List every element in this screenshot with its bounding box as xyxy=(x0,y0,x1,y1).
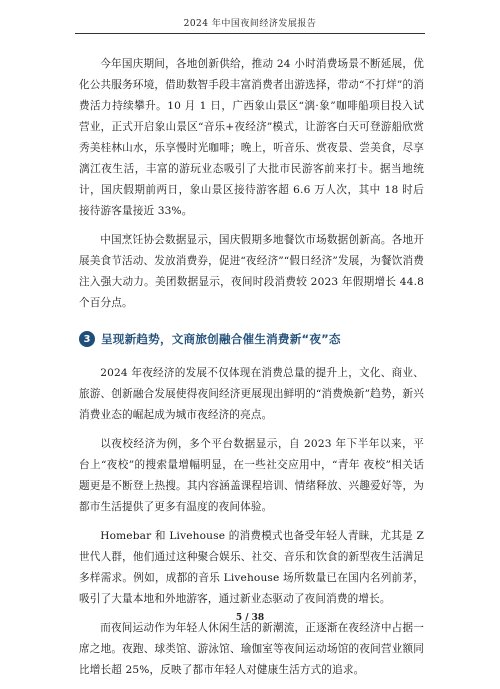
paragraph: 今年国庆期间，各地创新供给，推动 24 小时消费场景不断延展，优化公共服务环境，借助数智手段丰富消费者出游选择，带动“不打烊”的消费活力持续攀升。10 月 1 日，广西象山景区“漓·象”咖啡船项目投入试营业，正式开启象山景区“音乐+夜经济”模式，让游客白天可登游船欣赏秀美桂林山水，乐享慢时光咖啡；晚上，听音乐、赏夜景、尝美食，尽享漓江夜生活，丰富的游玩业态吸引了大批市民游客前来打卡。据当地统计，国庆假期前两日，象山景区接待游客超 6.6 万人次，其中 18 时后接待游客量接近 33%。 xyxy=(79,58,424,217)
paragraph: Homebar 和 Livehouse 的消费模式也备受年轻人青睐，尤其是 Z 世代人群，他们通过这种聚合娱乐、社交、音乐和饮食的新型夜生活满足多样需求。例如，成都的音乐 Livehouse 场所数量已在国内名列前茅，吸引了大量本地和外地游客，通过新业态驱动了夜间消费的增长。 xyxy=(79,530,424,605)
document-body xyxy=(79,54,424,689)
paragraph: 中国烹饪协会数据显示，国庆假期多地餐饮市场数据创新高。各地开展美食节活动、发放消费券，促进“夜经济”“假日经济”发展，为餐饮消费注入强大动力。美团数据显示，夜间时段消费较 2023 年假期增长 44.8 个百分点。 xyxy=(79,234,424,309)
section-heading xyxy=(79,328,424,350)
section-number-badge: 3 xyxy=(79,331,95,347)
paragraph: 而夜间运动作为年轻人休闲生活的新潮流，正逐渐在夜经济中占据一席之地。夜跑、球类馆、游泳馆、瑜伽室等夜间运动场馆的夜间营业额同比增长超 25%，反映了都市年轻人对健康生活方式的追求。 xyxy=(79,622,424,676)
paragraph: 以夜校经济为例，多个平台数据显示，自 2023 年下半年以来，平台上“夜校”的搜索量增幅明显，在一些社交应用中，“青年 夜校”相关话题更是不断登上热搜。其内容涵盖课程培训、情绪释放、兴趣爱好等，为都市生活提供了更多有温度的夜间体验。 xyxy=(79,438,424,513)
page-number: 5 / 38 xyxy=(235,613,265,623)
header-divider xyxy=(75,33,425,34)
paragraph: 2024 年夜经济的发展不仅体现在消费总量的提升上，文化、商业、旅游、创新融合发展使得夜间经济更展现出鲜明的“消费焕新”趋势，新兴消费业态的崛起成为城市夜经济的亮点。 xyxy=(79,367,424,421)
section-title: 呈现新趋势，文商旅创融合催生消费新“夜”态 xyxy=(101,332,341,346)
running-header: 2024 年中国夜间经济发展报告 xyxy=(183,19,317,29)
